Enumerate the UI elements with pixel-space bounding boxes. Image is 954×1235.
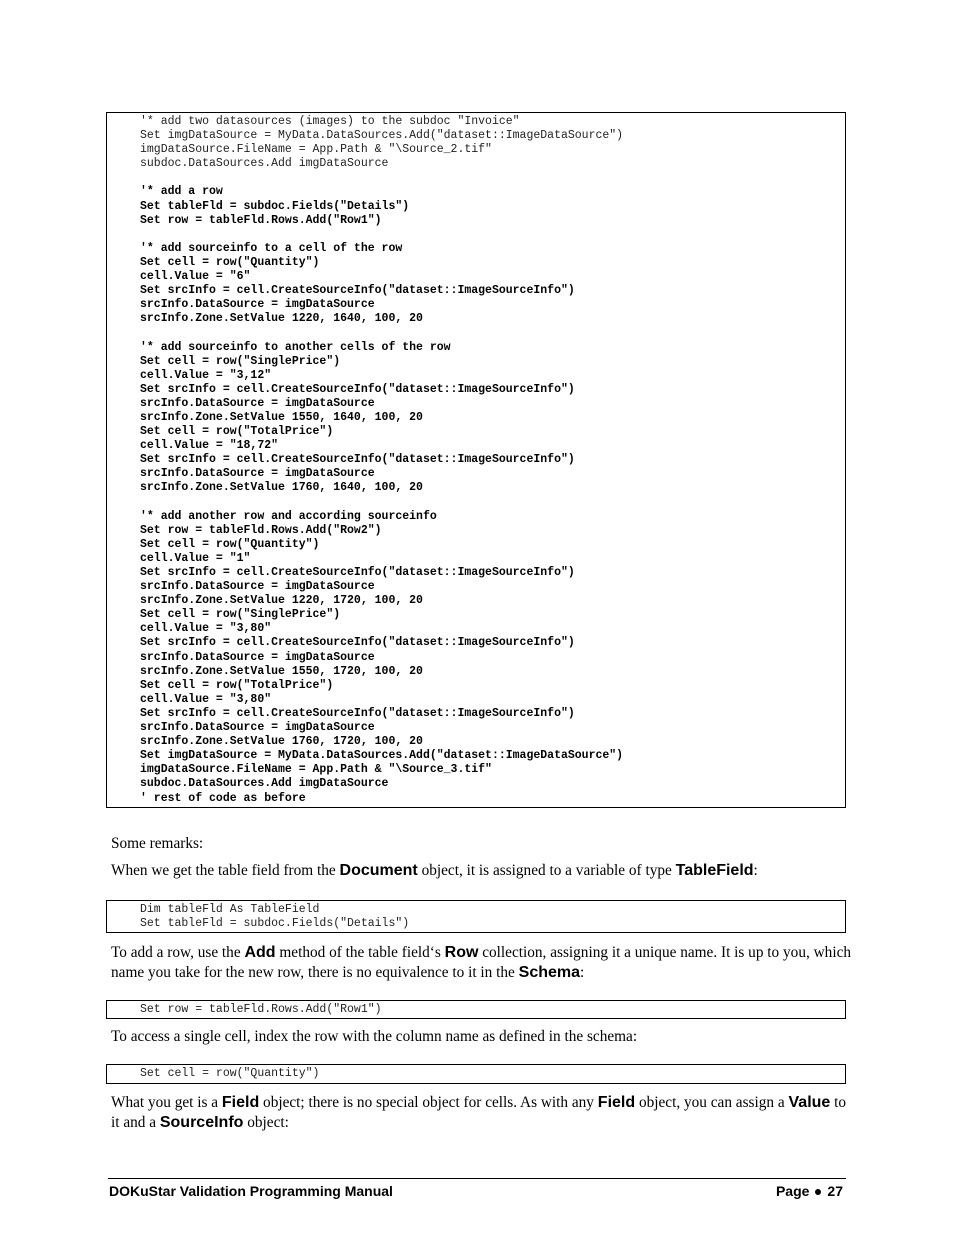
code-line: Set cell = row("SinglePrice")	[140, 354, 341, 368]
code-line: subdoc.DataSources.Add imgDataSource	[140, 157, 389, 171]
code-line: cell.Value = "3,80"	[140, 692, 272, 706]
text-segment: object:	[243, 1114, 289, 1131]
text-segment: method of the table field‘s	[275, 944, 445, 961]
code-line: srcInfo.DataSource = imgDataSource	[140, 298, 375, 312]
text-segment: When we get the table field from the	[111, 862, 340, 879]
code-line: subdoc.DataSources.Add imgDataSource	[140, 777, 389, 791]
code-line: srcInfo.DataSource = imgDataSource	[140, 396, 375, 410]
code-line: Set srcInfo = cell.CreateSourceInfo("dataset::ImageSourceInfo")	[140, 284, 575, 298]
code-block-access-cell	[106, 1064, 846, 1084]
code-line: srcInfo.Zone.SetValue 1220, 1720, 100, 20	[140, 594, 423, 608]
code-line: '* add a row	[140, 185, 223, 199]
bullet-icon	[815, 1189, 821, 1195]
code-line: srcInfo.DataSource = imgDataSource	[140, 467, 375, 481]
code-line: srcInfo.Zone.SetValue 1220, 1640, 100, 20	[140, 312, 423, 326]
code-text	[107, 901, 845, 931]
code-line: cell.Value = "18,72"	[140, 439, 279, 453]
code-line: Set row = tableFld.Rows.Add("Row1")	[140, 1003, 382, 1016]
text-segment: :	[580, 964, 585, 981]
page-number: 27	[827, 1183, 843, 1199]
code-text	[107, 113, 845, 806]
code-block-add-rows	[106, 112, 846, 808]
code-line: Set srcInfo = cell.CreateSourceInfo("dataset::ImageSourceInfo")	[140, 706, 575, 720]
code-line: Set cell = row("SinglePrice")	[140, 608, 341, 622]
code-line: srcInfo.Zone.SetValue 1550, 1640, 100, 20	[140, 410, 423, 424]
code-line: imgDataSource.FileName = App.Path & "\Source_3.tif"	[140, 763, 492, 777]
code-line: Set imgDataSource = MyData.DataSources.Add("dataset::ImageDataSource")	[140, 749, 624, 763]
keyword-document: Document	[339, 862, 418, 879]
code-line: srcInfo.Zone.SetValue 1760, 1720, 100, 20	[140, 735, 423, 749]
footer-title: DOKuStar Validation Programming Manual	[109, 1183, 393, 1199]
code-block-dim-tablefld	[106, 900, 846, 933]
keyword-schema: Schema	[518, 964, 581, 981]
keyword-field: Field	[221, 1094, 260, 1111]
paragraph-table-field	[111, 861, 851, 881]
code-line	[140, 228, 845, 242]
code-line: '* add another row and according sourceinfo	[140, 509, 437, 523]
code-block-add-row	[106, 1000, 846, 1019]
code-text	[107, 1065, 845, 1081]
page-label: Page	[775, 1183, 810, 1199]
code-line: Set cell = row("TotalPrice")	[140, 425, 334, 439]
code-line: Set srcInfo = cell.CreateSourceInfo("dataset::ImageSourceInfo")	[140, 453, 575, 467]
text-segment: to it and a	[111, 1094, 847, 1131]
code-line: Set cell = row("TotalPrice")	[140, 678, 334, 692]
code-line: srcInfo.Zone.SetValue 1550, 1720, 100, 20	[140, 664, 423, 678]
keyword-field: Field	[597, 1094, 636, 1111]
code-line: Set cell = row("Quantity")	[140, 537, 320, 551]
code-text	[107, 1001, 845, 1017]
code-line	[140, 326, 845, 340]
text-segment: collection, assigning it a unique name. It is up to you, which name you take for the new row, there is no equivalence to it in the	[111, 944, 852, 981]
code-line: cell.Value = "3,12"	[140, 368, 272, 382]
code-line: Set row = tableFld.Rows.Add("Row2")	[140, 523, 382, 537]
code-line: Set cell = row("Quantity")	[140, 255, 320, 269]
keyword-row: Row	[444, 944, 479, 961]
paragraph-add-row	[111, 943, 851, 983]
remarks-heading: Some remarks:	[111, 835, 204, 852]
code-line: cell.Value = "3,80"	[140, 622, 272, 636]
text-segment: :	[753, 862, 758, 879]
code-line: Set imgDataSource = MyData.DataSources.Add("dataset::ImageDataSource")	[140, 129, 624, 143]
keyword-tablefield: TableField	[675, 862, 754, 879]
text-segment: To add a row, use the	[111, 944, 245, 961]
code-line: cell.Value = "1"	[140, 551, 251, 565]
footer-divider	[108, 1178, 846, 1179]
code-line	[140, 496, 845, 510]
text-segment: object, it is assigned to a variable of type	[417, 862, 676, 879]
code-line: cell.Value = "6"	[140, 270, 251, 284]
code-line: Dim tableFld As TableField	[140, 903, 320, 916]
code-line: imgDataSource.FileName = App.Path & "\Source_2.tif"	[140, 143, 492, 157]
code-line: Set row = tableFld.Rows.Add("Row1")	[140, 213, 382, 227]
text-segment: object, you can assign a	[635, 1094, 789, 1111]
keyword-value: Value	[788, 1094, 831, 1111]
code-line: Set srcInfo = cell.CreateSourceInfo("dataset::ImageSourceInfo")	[140, 636, 575, 650]
code-line: '* add sourceinfo to another cells of the row	[140, 340, 451, 354]
code-line: srcInfo.DataSource = imgDataSource	[140, 650, 375, 664]
keyword-add: Add	[244, 944, 276, 961]
code-line: Set srcInfo = cell.CreateSourceInfo("dataset::ImageSourceInfo")	[140, 382, 575, 396]
code-line: '* add two datasources (images) to the subdoc "Invoice"	[140, 115, 520, 128]
code-line: srcInfo.DataSource = imgDataSource	[140, 721, 375, 735]
text-segment: What you get is a	[111, 1094, 222, 1111]
text-segment: object; there is no special object for cells. As with any	[259, 1094, 598, 1111]
code-line: Set tableFld = subdoc.Fields("Details")	[140, 917, 410, 931]
code-line	[140, 171, 845, 185]
keyword-sourceinfo: SourceInfo	[159, 1114, 244, 1131]
code-line: '* add sourceinfo to a cell of the row	[140, 241, 403, 255]
code-line: ' rest of code as before	[140, 791, 306, 805]
code-line: srcInfo.DataSource = imgDataSource	[140, 580, 375, 594]
footer-page-number	[776, 1183, 843, 1199]
paragraph-field-object	[111, 1093, 851, 1133]
code-line: Set cell = row("Quantity")	[140, 1067, 320, 1080]
code-line: Set srcInfo = cell.CreateSourceInfo("dataset::ImageSourceInfo")	[140, 566, 575, 579]
paragraph-access-cell: To access a single cell, index the row with the column name as defined in the schema:	[111, 1028, 638, 1045]
code-line: srcInfo.Zone.SetValue 1760, 1640, 100, 20	[140, 481, 423, 495]
code-line: Set tableFld = subdoc.Fields("Details")	[140, 199, 410, 213]
